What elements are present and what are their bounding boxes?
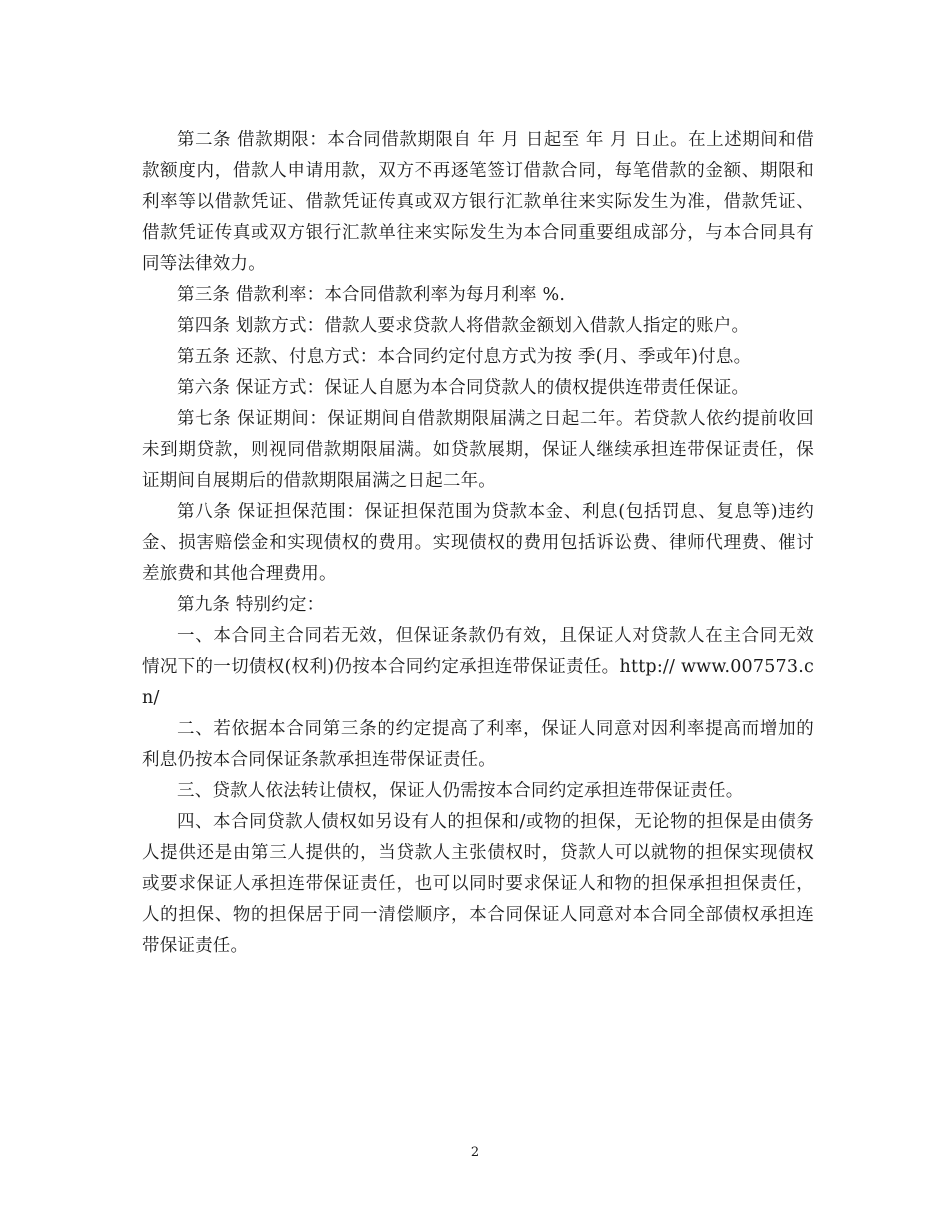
paragraph-clause-1: 一、本合同主合同若无效，但保证条款仍有效，且保证人对贷款人在主合同无效情况下的一切债权(权利)仍按本合同约定承担连带保证责任。http:// www.007573.cn/ [142, 626, 814, 708]
page-number: 2 [470, 1145, 480, 1160]
paragraph-article-5: 第五条 还款、付息方式：本合同约定付息方式为按 季(月、季或年)付息。 [177, 347, 752, 367]
paragraph-clause-3: 三、贷款人依法转让债权，保证人仍需按本合同约定承担连带保证责任。 [177, 781, 744, 801]
paragraph-article-4: 第四条 划款方式：借款人要求贷款人将借款金额划入借款人指定的账户。 [177, 316, 750, 336]
paragraph-article-6: 第六条 保证方式：保证人自愿为本合同贷款人的债权提供连带责任保证。 [177, 378, 750, 398]
paragraph-article-3: 第三条 借款利率：本合同借款利率为每月利率 %. [177, 285, 566, 305]
paragraph-clause-2: 二、若依据本合同第三条的约定提高了利率，保证人同意对因利率提高而增加的利息仍按本合同保证条款承担连带保证责任。 [142, 719, 814, 770]
document-body [142, 125, 814, 962]
paragraph-clause-4: 四、本合同贷款人债权如另设有人的担保和/或物的担保，无论物的担保是由债务人提供还是由第三人提供的，当贷款人主张债权时，贷款人可以就物的担保实现债权或要求保证人承担连带保证责任，也可以同时要求保证人和物的担保承担担保责任，人的担保、物的担保居于同一清偿顺序，本合同保证人同意对本合同全部债权承担连带保证责任。 [142, 812, 814, 956]
paragraph-article-9: 第九条 特别约定： [177, 595, 325, 615]
paragraph-article-8: 第八条 保证担保范围：保证担保范围为贷款本金、利息(包括罚息、复息等)违约金、损害赔偿金和实现债权的费用。实现债权的费用包括诉讼费、律师代理费、催讨差旅费和其他合理费用。 [142, 502, 814, 584]
paragraph-article-2: 第二条 借款期限：本合同借款期限自 年 月 日起至 年 月 日止。在上述期间和借款额度内，借款人申请用款，双方不再逐笔签订借款合同，每笔借款的金额、期限和利率等以借款凭证、借款凭证传真或双方银行汇款单往来实际发生为准，借款凭证、借款凭证传真或双方银行汇款单往来实际发生为本合同重要组成部分，与本合同具有同等法律效力。 [142, 130, 814, 274]
paragraph-article-7: 第七条 保证期间：保证期间自借款期限届满之日起二年。若贷款人依约提前收回未到期贷款，则视同借款期限届满。如贷款展期，保证人继续承担连带保证责任，保证期间自展期后的借款期限届满之日起二年。 [142, 409, 814, 491]
